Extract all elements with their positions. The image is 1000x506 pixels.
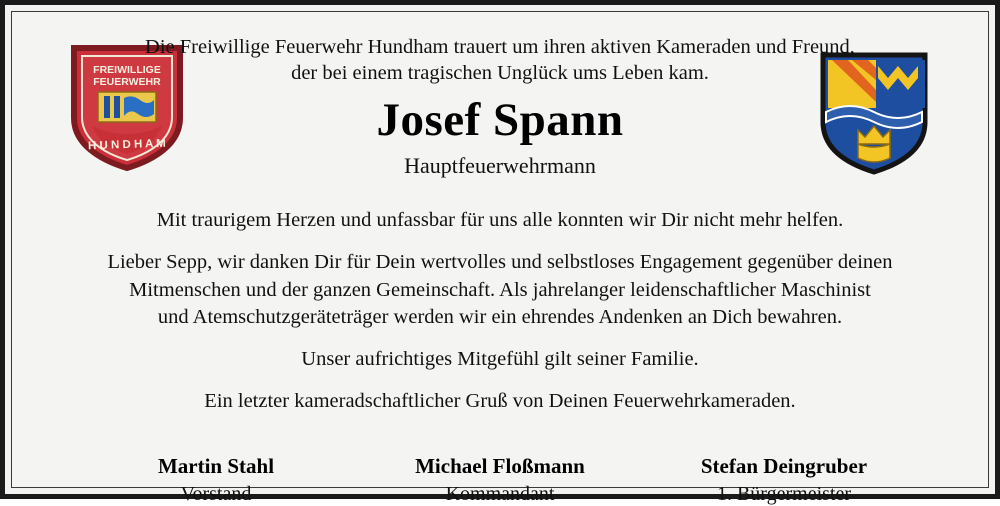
signature-name: Michael Floßmann	[415, 454, 585, 479]
signature-role: Kommandant	[445, 483, 555, 506]
lead-line-1: Die Freiwillige Feuerwehr Hundham trauert um ihren aktiven Kameraden und Freund,	[145, 36, 855, 58]
paragraph-2-line-3: und Atemschutzgeräteträger werden wir ein ehrendes Andenken an Dich bewahren.	[157, 306, 843, 329]
paragraph-3-line-1: Unser aufrichtiges Mitgefühl gilt seiner Familie.	[301, 348, 699, 371]
svg-text:H U N D H A M: H U N D H A M	[87, 137, 166, 153]
notice-inner-frame	[11, 11, 989, 506]
signature-1	[74, 454, 358, 506]
paragraph-2	[52, 249, 948, 333]
paragraph-2-line-1: Lieber Sepp, wir danken Dir für Dein wertvolles und selbstloses Engagement gegenüber deinen	[107, 250, 893, 273]
lead-text	[85, 34, 915, 86]
notice-body	[12, 207, 988, 416]
paragraph-2-line-2: Mitmenschen und der ganzen Gemeinschaft. Als jahrelanger leidenschaftlicher Maschinist	[129, 278, 871, 301]
signature-name: Martin Stahl	[157, 454, 275, 479]
paragraph-1	[52, 207, 948, 235]
notice-header	[12, 12, 988, 179]
svg-text:FEUERWEHR: FEUERWEHR	[93, 76, 161, 88]
signature-role: Vorstand	[180, 483, 252, 506]
signature-2	[358, 454, 642, 506]
signature-row	[12, 432, 988, 506]
paragraph-4-line-1: Ein letzter kameradschaftlicher Gruß von Deinen Feuerwehrkameraden.	[204, 390, 796, 413]
deceased-name: Josef Spann	[376, 94, 624, 147]
signature-name: Stefan Deingruber	[700, 454, 868, 479]
deceased-rank: Hauptfeuerwehrmann	[404, 152, 596, 178]
signature-3	[642, 454, 926, 506]
svg-text:FREIWILLIGE: FREIWILLIGE	[93, 64, 161, 76]
signature-role: 1. Bürgermeister	[716, 483, 852, 506]
paragraph-3	[52, 346, 948, 374]
lead-line-2: der bei einem tragischen Unglück ums Leben kam.	[291, 62, 709, 85]
paragraph-1-line-1: Mit traurigem Herzen und unfassbar für uns alle konnten wir Dir nicht mehr helfen.	[156, 208, 844, 231]
paragraph-4	[52, 388, 948, 416]
